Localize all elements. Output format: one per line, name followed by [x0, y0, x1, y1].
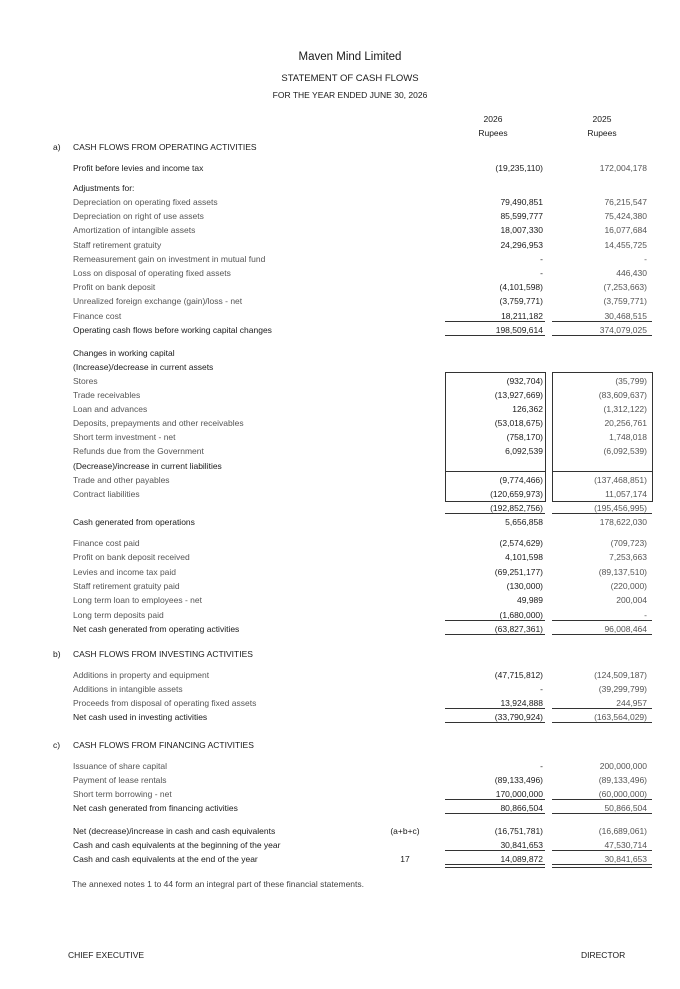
amount-2026: (4,101,598): [499, 282, 543, 292]
amount-2026: 126,362: [512, 404, 543, 414]
row-label: Payment of lease rentals: [73, 775, 167, 785]
amount-2025: 50,866,504: [604, 803, 647, 813]
amount-2026: -: [540, 254, 543, 264]
amount-2026: (192,852,756): [490, 503, 543, 513]
row-label: Stores: [73, 376, 98, 386]
row-label: Long term deposits paid: [73, 610, 164, 620]
section-heading: CASH FLOWS FROM FINANCING ACTIVITIES: [73, 740, 254, 750]
amount-2026: (69,251,177): [494, 567, 543, 577]
footnote: The annexed notes 1 to 44 form an integral part of these financial statements.: [72, 879, 365, 889]
amount-2026: (63,827,361): [494, 624, 543, 634]
sum-rule: [445, 799, 545, 800]
row-label: Contract liabilities: [73, 489, 140, 499]
sum-rule: [445, 513, 545, 514]
amount-2026: (19,235,110): [495, 163, 543, 173]
sum-rule: [552, 620, 652, 621]
row-label: Levies and income tax paid: [73, 567, 177, 577]
row-label: Cash generated from operations: [73, 517, 195, 527]
amount-2026: -: [540, 761, 543, 771]
sum-rule: [552, 813, 652, 814]
row-label: Trade and other payables: [73, 475, 170, 485]
sum-rule: [445, 321, 545, 322]
section-letter: b): [53, 649, 61, 659]
row-label: Additions in property and equipment: [73, 670, 210, 680]
amount-2025: 47,530,714: [604, 840, 647, 850]
row-label: Short term borrowing - net: [73, 789, 172, 799]
row-label: Adjustments for:: [73, 183, 135, 193]
amount-2025: 200,004: [616, 595, 647, 605]
year-2026-header: 2026: [483, 114, 503, 124]
amount-2025: (220,000): [610, 581, 647, 591]
amount-2026: (47,715,812): [494, 670, 543, 680]
amount-2025: -: [644, 610, 647, 620]
sum-rule: [552, 335, 652, 336]
row-label: Short term investment - net: [73, 432, 176, 442]
row-label: Amortization of intangible assets: [73, 225, 196, 235]
row-note: (a+b+c): [390, 826, 420, 836]
amount-2025: (6,092,539): [603, 446, 647, 456]
amount-2025: 446,430: [616, 268, 647, 278]
section-letter: c): [53, 740, 61, 750]
amount-2026: 49,989: [517, 595, 543, 605]
unit-2025-header: Rupees: [587, 128, 617, 138]
sum-rule: [445, 708, 545, 709]
statement-period: FOR THE YEAR ENDED JUNE 30, 2026: [272, 90, 428, 100]
amount-2026: 5,656,858: [505, 517, 543, 527]
amount-2025: 178,622,030: [599, 517, 647, 527]
amount-2026: 6,092,539: [505, 446, 543, 456]
amount-2025: 96,008,464: [604, 624, 647, 634]
amount-2025: 75,424,380: [604, 211, 647, 221]
row-label: Remeasurement gain on investment in mutual fund: [73, 254, 266, 264]
row-label: Depreciation on operating fixed assets: [73, 197, 218, 207]
statement-title: STATEMENT OF CASH FLOWS: [281, 73, 419, 84]
amount-2025: (89,133,496): [598, 775, 647, 785]
amount-2025: 172,004,178: [599, 163, 647, 173]
sum-rule: [552, 799, 652, 800]
amount-2026: -: [540, 684, 543, 694]
section-letter: a): [53, 142, 61, 152]
amount-2025: 200,000,000: [599, 761, 647, 771]
row-label: Net cash used in investing activities: [73, 712, 208, 722]
amount-2025: 374,079,025: [599, 325, 647, 335]
amount-2025: (124,509,187): [594, 670, 647, 680]
amount-2026: 80,866,504: [500, 803, 543, 813]
amount-2026: (932,704): [506, 376, 543, 386]
amount-2025: (16,689,061): [598, 826, 647, 836]
row-label: Refunds due from the Government: [73, 446, 204, 456]
sum-rule: [552, 513, 652, 514]
amount-2026: 18,211,182: [501, 311, 543, 321]
amount-2025: (137,468,851): [594, 475, 647, 485]
amount-2026: -: [540, 268, 543, 278]
double-rule: [552, 867, 652, 868]
row-label: Staff retirement gratuity paid: [73, 581, 180, 591]
amount-2026: (3,759,771): [499, 296, 543, 306]
double-rule: [445, 867, 545, 868]
section-heading: CASH FLOWS FROM OPERATING ACTIVITIES: [73, 142, 257, 152]
amount-2025: 7,253,663: [609, 552, 647, 562]
row-label: Finance cost paid: [73, 538, 140, 548]
amount-2025: 1,748,018: [609, 432, 647, 442]
amount-2026: 198,509,614: [495, 325, 543, 335]
row-label: (Increase)/decrease in current assets: [73, 362, 214, 372]
amount-2026: 170,000,000: [495, 789, 543, 799]
amount-2026: 4,101,598: [505, 552, 543, 562]
amount-2025: (7,253,663): [603, 282, 647, 292]
amount-2025: (35,799): [615, 376, 647, 386]
amount-2025: (1,312,122): [603, 404, 647, 414]
row-label: Unrealized foreign exchange (gain)/loss - net: [73, 296, 243, 306]
sum-rule: [445, 620, 545, 621]
amount-2026: 30,841,653: [500, 840, 543, 850]
row-label: Finance cost: [73, 311, 122, 321]
sum-rule: [552, 722, 652, 723]
row-label: Proceeds from disposal of operating fixed assets: [73, 698, 257, 708]
sum-rule: [445, 634, 545, 635]
working-capital-box: [552, 471, 653, 502]
amount-2026: 14,089,872: [500, 854, 543, 864]
sum-rule: [445, 850, 545, 851]
sum-rule: [552, 634, 652, 635]
amount-2026: 79,490,851: [500, 197, 543, 207]
amount-2026: (89,133,496): [494, 775, 543, 785]
sum-rule: [552, 864, 652, 865]
row-label: Changes in working capital: [73, 348, 175, 358]
amount-2026: 24,296,953: [500, 240, 543, 250]
amount-2026: (13,927,669): [494, 390, 543, 400]
row-label: Profit on bank deposit: [73, 282, 156, 292]
amount-2026: 85,599,777: [500, 211, 543, 221]
sum-rule: [445, 813, 545, 814]
sum-rule: [552, 708, 652, 709]
amount-2025: 30,841,653: [604, 854, 647, 864]
amount-2025: 30,468,515: [604, 311, 647, 321]
row-label: Cash and cash equivalents at the end of the year: [73, 854, 258, 864]
row-label: Net cash generated from operating activities: [73, 624, 240, 634]
row-label: Cash and cash equivalents at the beginning of the year: [73, 840, 281, 850]
amount-2025: (195,456,995): [594, 503, 647, 513]
sum-rule: [445, 864, 545, 865]
amount-2026: (758,170): [506, 432, 543, 442]
row-label: Deposits, prepayments and other receivables: [73, 418, 244, 428]
section-heading: CASH FLOWS FROM INVESTING ACTIVITIES: [73, 649, 253, 659]
row-label: Net cash generated from financing activities: [73, 803, 238, 813]
amount-2026: 18,007,330: [500, 225, 543, 235]
amount-2026: (120,659,973): [490, 489, 543, 499]
row-label: Staff retirement gratuity: [73, 240, 162, 250]
row-label: Net (decrease)/increase in cash and cash equivalents: [73, 826, 276, 836]
amount-2025: (163,564,029): [594, 712, 647, 722]
amount-2026: (130,000): [506, 581, 543, 591]
amount-2026: (16,751,781): [494, 826, 543, 836]
amount-2025: -: [644, 254, 647, 264]
amount-2025: 20,256,761: [604, 418, 647, 428]
row-label: Issuance of share capital: [73, 761, 168, 771]
row-label: (Decrease)/increase in current liabilities: [73, 461, 222, 471]
amount-2025: 244,957: [616, 698, 647, 708]
row-label: Profit on bank deposit received: [73, 552, 190, 562]
signature-chief-executive: CHIEF EXECUTIVE: [68, 950, 145, 960]
amount-2026: 13,924,888: [500, 698, 543, 708]
year-2025-header: 2025: [592, 114, 612, 124]
amount-2025: 76,215,547: [604, 197, 647, 207]
amount-2026: (9,774,466): [499, 475, 543, 485]
amount-2025: 16,077,684: [604, 225, 647, 235]
sum-rule: [552, 850, 652, 851]
amount-2025: (39,299,799): [598, 684, 647, 694]
row-label: Additions in intangible assets: [73, 684, 183, 694]
row-note: 17: [400, 854, 410, 864]
signature-director: DIRECTOR: [581, 950, 626, 960]
amount-2025: (60,000,000): [598, 789, 647, 799]
row-label: Long term loan to employees - net: [73, 595, 202, 605]
amount-2026: (33,790,924): [494, 712, 543, 722]
amount-2026: (1,680,000): [499, 610, 543, 620]
row-label: Loss on disposal of operating fixed assets: [73, 268, 231, 278]
row-label: Depreciation on right of use assets: [73, 211, 204, 221]
amount-2025: (89,137,510): [598, 567, 647, 577]
amount-2026: (2,574,629): [499, 538, 543, 548]
row-label: Profit before levies and income tax: [73, 163, 204, 173]
row-label: Loan and advances: [73, 404, 148, 414]
working-capital-box: [445, 471, 546, 502]
amount-2025: (83,609,637): [598, 390, 647, 400]
amount-2025: (3,759,771): [603, 296, 647, 306]
amount-2025: 14,455,725: [604, 240, 647, 250]
sum-rule: [552, 321, 652, 322]
sum-rule: [445, 335, 545, 336]
row-label: Trade receivables: [73, 390, 141, 400]
row-label: Operating cash flows before working capital changes: [73, 325, 272, 335]
amount-2026: (53,018,675): [494, 418, 543, 428]
amount-2025: 11,057,174: [605, 489, 647, 499]
unit-2026-header: Rupees: [478, 128, 508, 138]
sum-rule: [445, 722, 545, 723]
company-name: Maven Mind Limited: [298, 51, 402, 63]
amount-2025: (709,723): [610, 538, 647, 548]
